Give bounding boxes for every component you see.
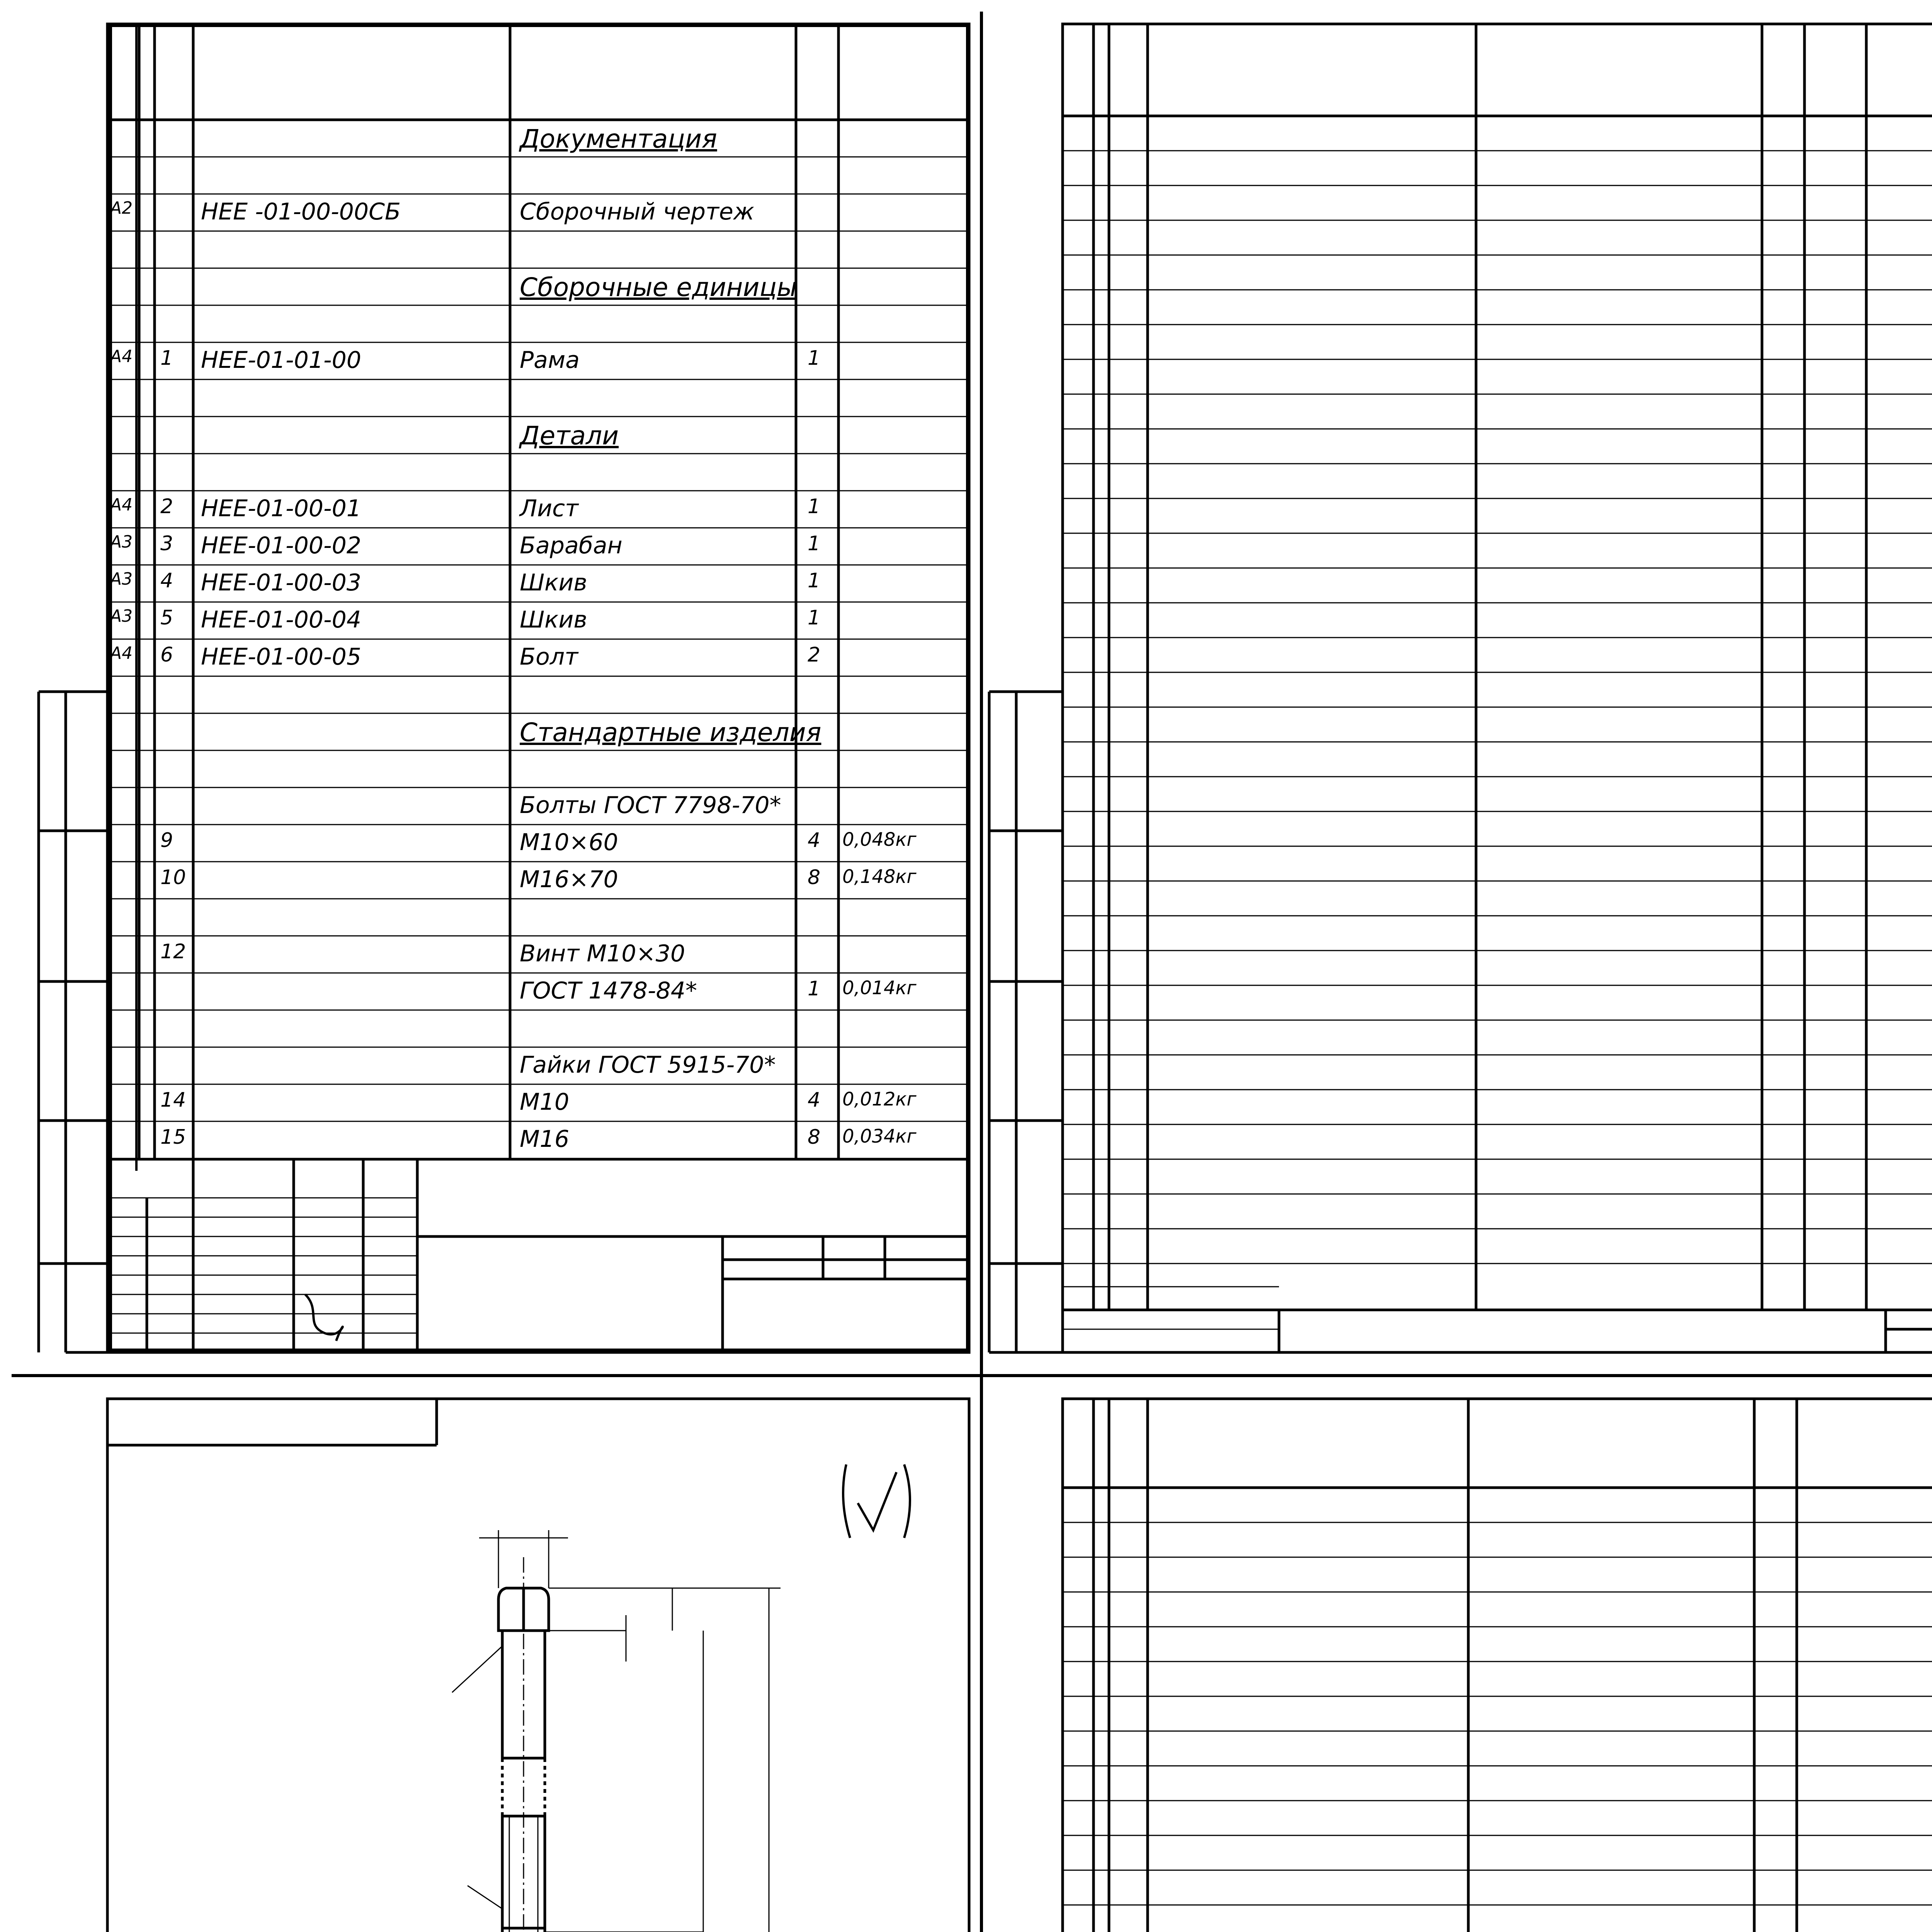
- spec-designation: НЕЕ -01-00-00СБ: [201, 198, 401, 225]
- spec-name: Болты ГОСТ 7798-70*: [520, 792, 781, 819]
- spec-name: Гайки ГОСТ 5915-70*: [520, 1051, 776, 1078]
- signature-icon: [298, 1287, 359, 1349]
- spec-pos: 10: [160, 866, 186, 889]
- spec-name: Стандартные изделия: [520, 718, 821, 747]
- spec-pos: 4: [160, 569, 173, 592]
- spec-format: А4: [110, 643, 133, 663]
- spec-qty: 4: [808, 1088, 821, 1112]
- spec-qty: 1: [808, 532, 821, 555]
- spec-pos: 3: [160, 532, 173, 555]
- spec-name: Сборочные единицы: [520, 272, 797, 302]
- spec-pos: 14: [160, 1088, 186, 1112]
- spec-note: 0,012кг: [842, 1088, 917, 1110]
- spec-qty: 1: [808, 569, 821, 592]
- roughness-check-icon: [843, 1464, 910, 1538]
- spec-designation: НЕЕ-01-00-04: [201, 606, 361, 633]
- spec-qty: 8: [808, 1126, 821, 1149]
- spec-format: А3: [110, 532, 133, 552]
- spec-pos: 6: [160, 643, 173, 667]
- sheet3-lines: [0, 1376, 981, 1932]
- spec-name: М16×70: [520, 866, 618, 893]
- sheet1-body: [0, 0, 981, 1376]
- spec-name: М10: [520, 1088, 570, 1116]
- sheet4-lines: [981, 1376, 1932, 1932]
- sheet1-lines: [0, 0, 981, 1376]
- sheet2-body: [981, 0, 1932, 1376]
- spec-note: 0,014кг: [842, 977, 917, 999]
- spec-name: Рама: [520, 347, 580, 374]
- spec-pos: 1: [160, 347, 173, 370]
- spec-name: Барабан: [520, 532, 622, 559]
- spec-designation: НЕЕ-01-00-05: [201, 643, 361, 670]
- spec-name: Болт: [520, 643, 578, 670]
- spec-designation: НЕЕ-01-00-01: [201, 495, 361, 522]
- spec-qty: 1: [808, 495, 821, 518]
- spec-name: Лист: [520, 495, 579, 522]
- sheet3-body: [0, 1376, 981, 1932]
- spec-format: А3: [110, 569, 133, 589]
- spec-note: 0,148кг: [842, 866, 917, 888]
- spec-qty: 4: [808, 829, 821, 852]
- spec-format: А2: [110, 198, 133, 218]
- spec-name: М16: [520, 1126, 570, 1153]
- spec-name: Винт М10×30: [520, 940, 685, 967]
- spec-pos: 9: [160, 829, 173, 852]
- spec-note: 0,048кг: [842, 829, 917, 850]
- spec-name: Шкив: [520, 569, 587, 596]
- spec-format: А4: [110, 495, 133, 515]
- spec-qty: 2: [808, 643, 821, 667]
- spec-note: 0,034кг: [842, 1126, 917, 1147]
- sheet2-lines: [981, 0, 1932, 1376]
- spec-pos: 12: [160, 940, 186, 963]
- spec-name: Документация: [520, 124, 717, 154]
- spec-pos: 2: [160, 495, 173, 518]
- spec-pos: 5: [160, 606, 173, 629]
- spec-designation: НЕЕ-01-00-03: [201, 569, 361, 596]
- sheet4-body: [981, 1376, 1932, 1932]
- spec-name: М10×60: [520, 829, 618, 856]
- spec-qty: 1: [808, 977, 821, 1000]
- spec-name: Сборочный чертеж: [520, 198, 754, 225]
- spec-pos: 15: [160, 1126, 186, 1149]
- spec-designation: НЕЕ-01-01-00: [201, 347, 361, 374]
- spec-name: Детали: [520, 421, 619, 451]
- spec-qty: 1: [808, 606, 821, 629]
- spec-designation: НЕЕ-01-00-02: [201, 532, 361, 559]
- spec-format: А3: [110, 606, 133, 626]
- spec-format: А4: [110, 347, 133, 366]
- spec-name: ГОСТ 1478-84*: [520, 977, 697, 1004]
- spec-qty: 8: [808, 866, 821, 889]
- spec-name: Шкив: [520, 606, 587, 633]
- spec-qty: 1: [808, 347, 821, 370]
